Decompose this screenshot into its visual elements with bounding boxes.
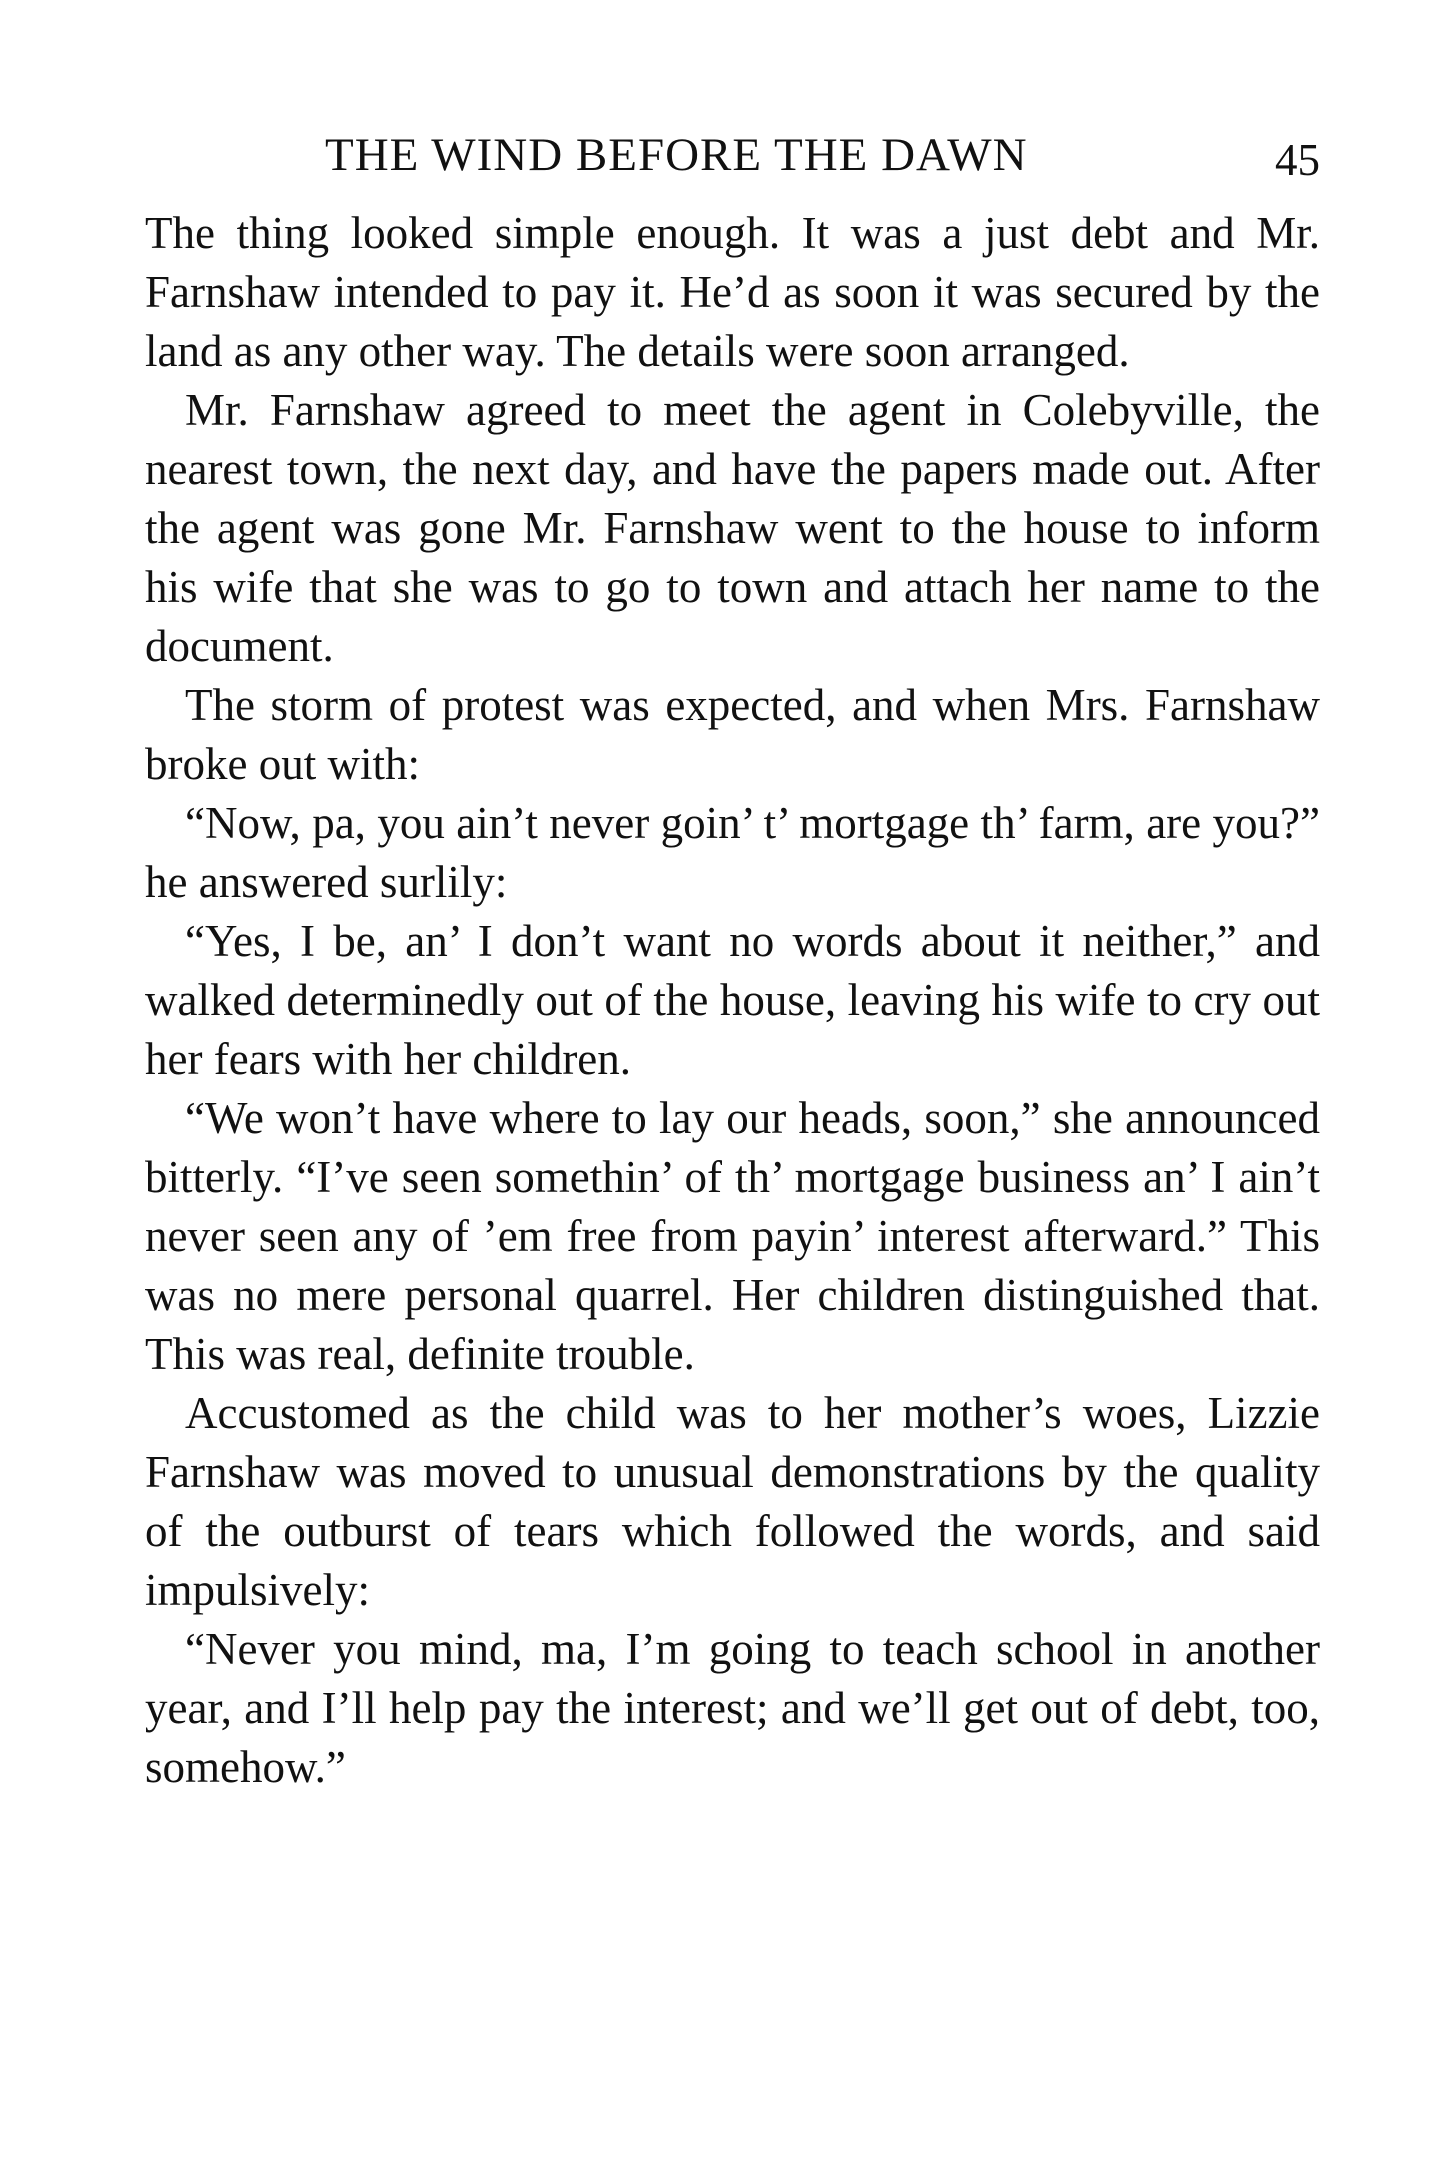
paragraph: “We won’t have where to lay our heads, soon,” she announced bitterly. “I’ve seen somethin’ of th’ mortgage business an’ I ain’t never seen any of ’em free from payin’ interest afterward.” This was no mere personal quarrel. Her children distinguished that. This was real, definite trouble. bbox=[145, 1093, 1320, 1379]
book-page bbox=[145, 120, 1320, 1797]
paragraph: “Yes, I be, an’ I don’t want no words about it neither,” and walked determinedly out of the house, leaving his wife to cry out her fears with her children. bbox=[145, 916, 1320, 1084]
paragraph: The storm of protest was expected, and when Mrs. Farnshaw broke out with: bbox=[145, 680, 1320, 789]
paragraph: “Never you mind, ma, I’m going to teach school in another year, and I’ll help pay the interest; and we’ll get out of debt, too, somehow.” bbox=[145, 1624, 1320, 1792]
body-text bbox=[145, 204, 1320, 1797]
paragraph: “Now, pa, you ain’t never goin’ t’ mortgage th’ farm, are you?” he answered surlily: bbox=[145, 798, 1320, 907]
paragraph: Accustomed as the child was to her mother’s woes, Lizzie Farnshaw was moved to unusual demonstrations by the quality of the outburst of tears which followed the words, and said impulsively: bbox=[145, 1388, 1320, 1615]
page-number: 45 bbox=[1275, 135, 1320, 185]
paragraph: Mr. Farnshaw agreed to meet the agent in Colebyville, the nearest town, the next day, and have the papers made out. After the agent was gone Mr. Farnshaw went to the house to inform his wife that she was to go to town and attach her name to the document. bbox=[145, 385, 1320, 671]
running-head: THE WIND BEFORE THE DAWN bbox=[325, 129, 1028, 181]
paragraph: The thing looked simple enough. It was a just debt and Mr. Farnshaw intended to pay it. He’d as soon it was secured by the land as any other way. The details were soon arranged. bbox=[145, 208, 1320, 376]
page-header bbox=[145, 120, 1320, 190]
